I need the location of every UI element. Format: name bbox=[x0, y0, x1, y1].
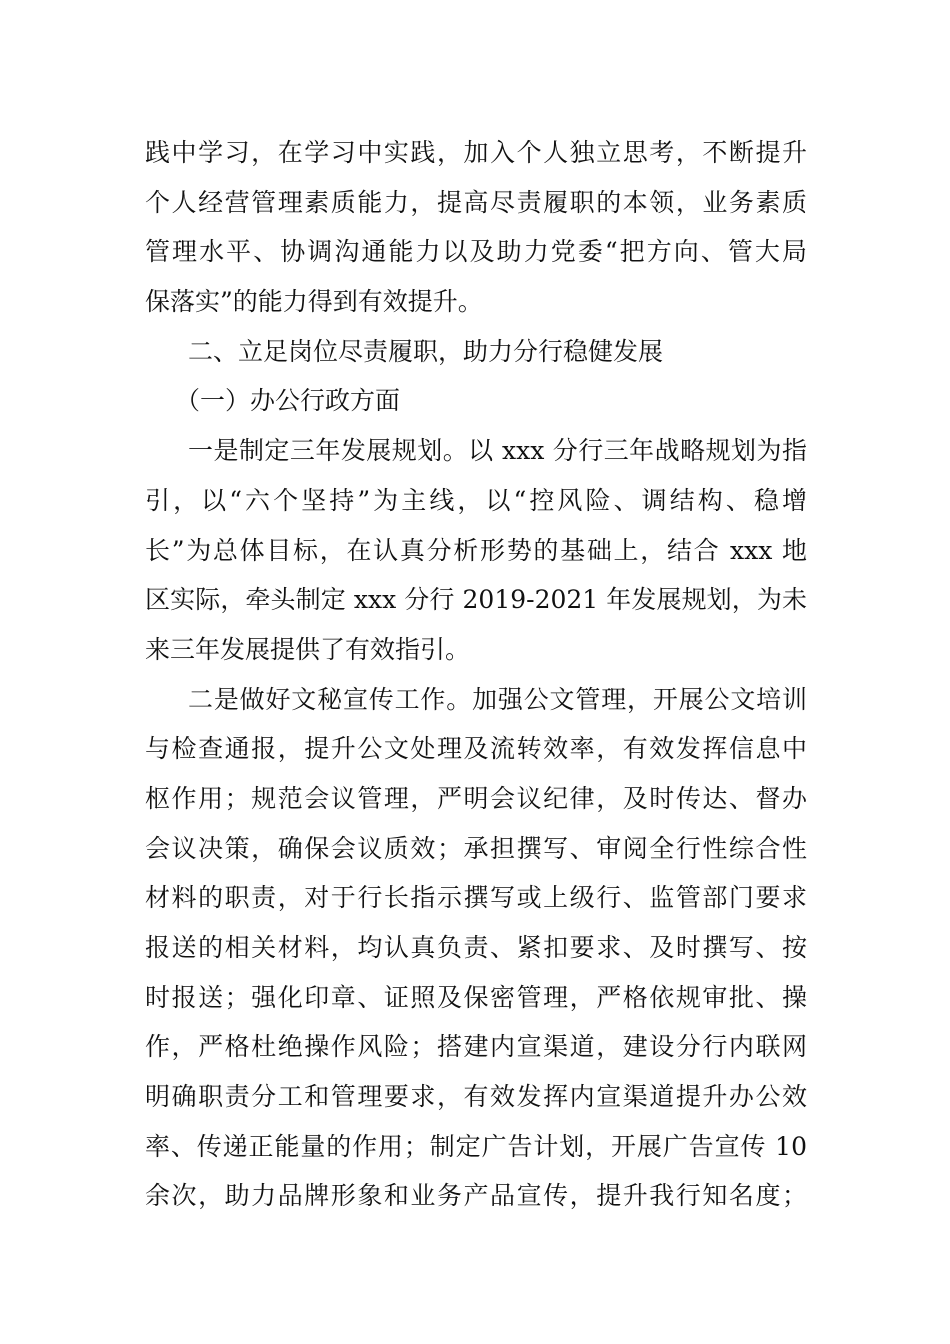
text-line: 保落实”的能力得到有效提升。 bbox=[145, 287, 483, 317]
section-heading bbox=[145, 327, 807, 377]
document-page bbox=[145, 128, 807, 1221]
text-line: 与检查通报，提升公文处理及流转效率，有效发挥信息中 bbox=[145, 734, 807, 764]
paragraph bbox=[145, 675, 807, 1222]
paragraph bbox=[145, 128, 807, 327]
text-line: 管理水平、协调沟通能力以及助力党委“把方向、管大局 bbox=[145, 237, 807, 267]
text-line: 来三年发展提供了有效指引。 bbox=[145, 634, 471, 664]
text-line: 枢作用；规范会议管理，严明会议纪律，及时传达、督办 bbox=[145, 783, 807, 813]
text-line: 二、立足岗位尽责履职，助力分行稳健发展 bbox=[188, 336, 664, 366]
text-line: 材料的职责，对于行长指示撰写或上级行、监管部门要求 bbox=[145, 883, 807, 913]
text-line: 报送的相关材料，均认真负责、紧扣要求、及时撰写、按 bbox=[145, 933, 807, 962]
text-line: 长”为总体目标，在认真分析形势的基础上，结合 xxx 地 bbox=[145, 535, 807, 565]
text-line: 作，严格杜绝操作风险；搭建内宣渠道，建设分行内联网 bbox=[145, 1032, 807, 1062]
text-line: 践中学习，在学习中实践，加入个人独立思考，不断提升 bbox=[145, 138, 807, 167]
paragraph bbox=[145, 426, 807, 674]
text-line: 率、传递正能量的作用；制定广告计划，开展广告宣传 10 bbox=[145, 1131, 807, 1161]
text-line: 区实际，牵头制定 xxx 分行 2019-2021 年发展规划，为未 bbox=[145, 585, 807, 615]
text-line: 一是制定三年发展规划。以 xxx 分行三年战略规划为指 bbox=[188, 436, 807, 466]
text-line: 个人经营管理素质能力，提高尽责履职的本领，业务素质 bbox=[145, 187, 807, 217]
text-line: 时报送；强化印章、证照及保密管理，严格依规审批、操 bbox=[145, 982, 807, 1012]
text-line: 余次，助力品牌形象和业务产品宣传，提升我行知名度； bbox=[145, 1181, 807, 1211]
subsection-heading bbox=[145, 376, 807, 426]
text-line: 明确职责分工和管理要求，有效发挥内宣渠道提升办公效 bbox=[145, 1082, 807, 1112]
text-line: 二是做好文秘宣传工作。加强公文管理，开展公文培训 bbox=[188, 684, 807, 714]
text-line: 会议决策，确保会议质效；承担撰写、审阅全行性综合性 bbox=[145, 833, 807, 863]
text-line: 引，以“六个坚持”为主线，以“控风险、调结构、稳增 bbox=[145, 485, 807, 515]
text-line: （一）办公行政方面 bbox=[175, 386, 401, 416]
